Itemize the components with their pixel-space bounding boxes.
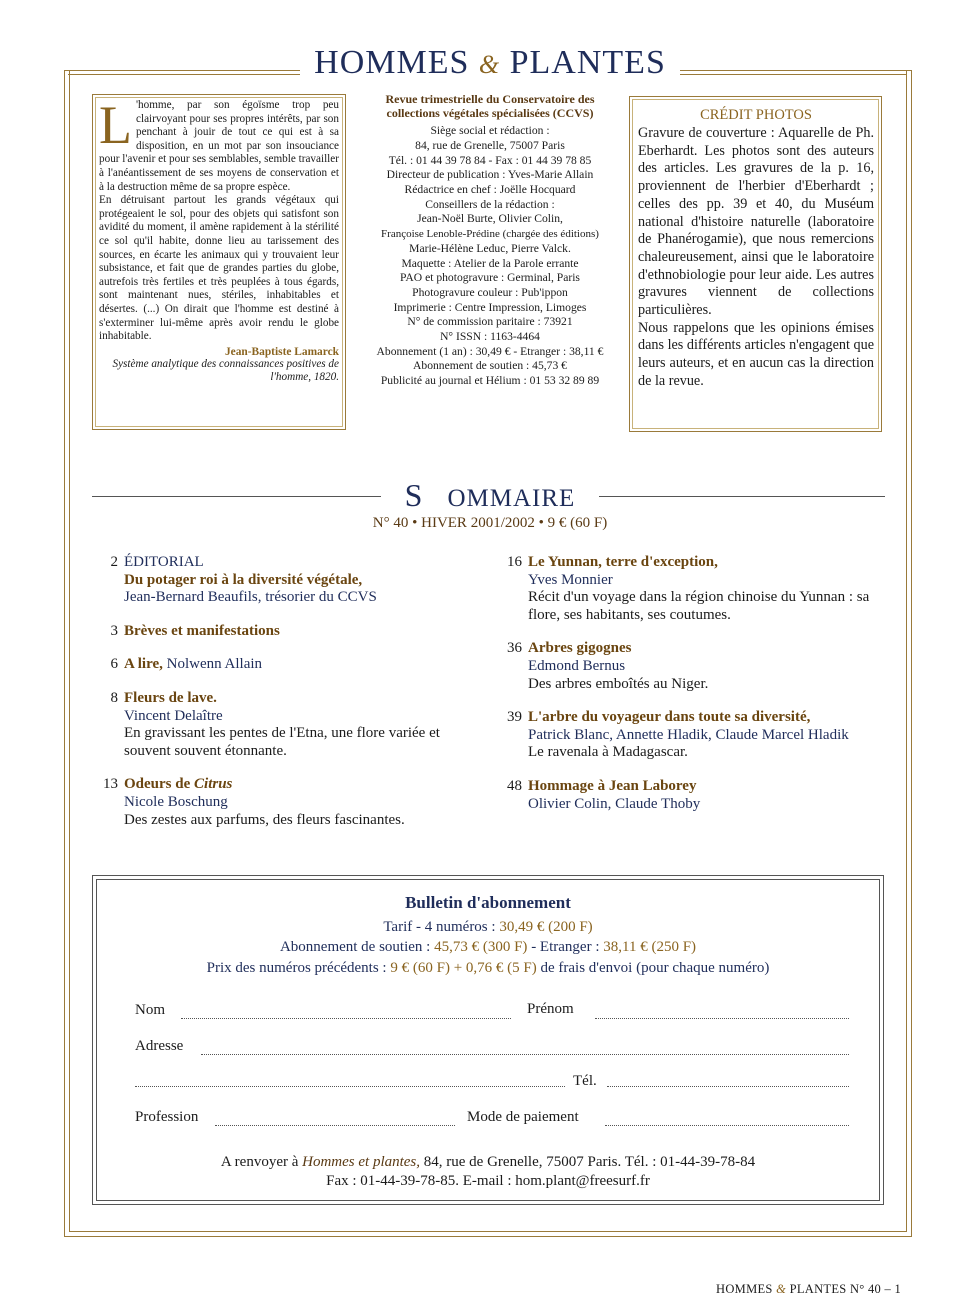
toc-section-label: ÉDITORIAL bbox=[124, 554, 204, 570]
info-line: Françoise Lenoble-Prédine (chargée des éditions) bbox=[381, 228, 599, 241]
toc-title: Brèves et manifestations bbox=[124, 622, 280, 639]
credit-paragraph-2: Nous rappelons que les opinions émises dans les différents articles n'engagent que leurs auteurs, et en aucun cas la direction de la revue. bbox=[638, 319, 874, 389]
toc-entry[interactable] bbox=[492, 640, 872, 693]
info-line: Marie-Hélène Leduc, Pierre Valck. bbox=[409, 241, 571, 255]
subscription-form bbox=[92, 875, 884, 1205]
ampersand: & bbox=[478, 50, 501, 79]
toc-author: Yves Monnier bbox=[528, 571, 613, 588]
toc-description: Des arbres emboîtés au Niger. bbox=[528, 675, 709, 692]
lamarck-quote-box bbox=[92, 94, 346, 430]
profession-field[interactable] bbox=[215, 1125, 455, 1126]
prenom-field[interactable] bbox=[595, 1018, 849, 1019]
toc-title: Du potager roi à la diversité végétale, bbox=[124, 571, 363, 588]
quote-paragraph-1: L 'homme, par son égoïsme trop peu clairvoyant pour ses propres intérêts, par son penchant à jouir de tout ce qui est à sa disposition, en un mot par son insouciance pour l'avenir et pour ses semblables, semble travailler à l'anéantissement de ses moyens de conservation et à la destruction même de sa propre espèce. bbox=[99, 95, 339, 193]
info-line: Maquette : Atelier de la Parole errante bbox=[401, 256, 579, 270]
info-line: Abonnement (1 an) : 30,49 € - Etranger : 38,11 € bbox=[376, 344, 604, 358]
toc-left-column bbox=[88, 554, 488, 845]
info-line: Rédactrice en chef : Joëlle Hocquard bbox=[404, 183, 576, 196]
toc-description: En gravissant les pentes de l'Etna, une flore variée et souvent souvent étonnante. bbox=[124, 725, 440, 759]
toc-entry[interactable] bbox=[88, 690, 488, 760]
toc-title: Fleurs de lave. bbox=[124, 689, 217, 706]
info-line: PAO et photogravure : Germinal, Paris bbox=[400, 271, 580, 285]
adresse-field[interactable] bbox=[201, 1054, 849, 1055]
info-line: Abonnement de soutien : 45,73 € bbox=[413, 359, 567, 373]
adresse-field-line-2[interactable] bbox=[135, 1086, 565, 1087]
masthead-title: HOMMES & PLANTES bbox=[0, 44, 980, 82]
info-line: Photogravure couleur : Pub'ippon bbox=[412, 285, 568, 299]
tel-label: Tél. bbox=[573, 1073, 597, 1089]
toc-author: Vincent Delaître bbox=[124, 707, 223, 724]
credit-title: CRÉDIT PHOTOS bbox=[700, 107, 812, 123]
toc-description: Récit d'un voyage dans la région chinoise du Yunnan : sa flore, ses habitants, ses coutumes. bbox=[528, 589, 870, 623]
prenom-label: Prénom bbox=[527, 1001, 574, 1017]
quote-paragraph-2: En détruisant partout les grands végétaux qui protégeaient le sol, pour des objets qui satisfont son avidité du moment, il amène rapidement à la stérilité ce sol qu'il habite, donne lieu au tarissement des sources, en écarte les animaux qui y trouvaient leur subsistance, et fait que de grandes parties du globe, autrefois très fertiles et très peuplées à tous égards, sont maintenant nues, stériles, inhabitables et désertes. (...) On dirait que l'homme est destiné à s'exterminer lui-même après avoir rendu le globe inhabitable. bbox=[99, 194, 339, 343]
toc-author: Olivier Colin, Claude Thoby bbox=[528, 795, 701, 812]
toc-entry[interactable] bbox=[492, 554, 872, 624]
issue-info: N° 40 • HIVER 2001/2002 • 9 € (60 F) bbox=[372, 515, 608, 531]
info-line: Directeur de publication : Yves-Marie Allain bbox=[386, 168, 594, 182]
toc-author: Jean-Bernard Beaufils, trésorier du CCVS bbox=[124, 589, 377, 606]
info-line: N° de commission paritaire : 73921 bbox=[407, 315, 573, 329]
toc-title: A lire, bbox=[124, 656, 163, 673]
nom-label: Nom bbox=[135, 1002, 165, 1018]
page-number: 16 bbox=[507, 554, 522, 570]
info-line: Conseillers de la rédaction : bbox=[425, 197, 555, 211]
toc-author: Nicole Boschung bbox=[124, 793, 228, 810]
form-title: Bulletin d'abonnement bbox=[405, 893, 571, 912]
toc-description: Le ravenala à Madagascar. bbox=[528, 744, 688, 761]
tel-field[interactable] bbox=[607, 1086, 849, 1087]
page-number: 3 bbox=[110, 622, 118, 639]
info-line: Imprimerie : Centre Impression, Limoges bbox=[393, 300, 587, 314]
page-number: 13 bbox=[103, 776, 118, 793]
info-line: 84, rue de Grenelle, 75007 Paris bbox=[415, 138, 565, 152]
soutien-line: Abonnement de soutien : 45,73 € (300 F) - Etranger : 38,11 € (250 F) bbox=[279, 939, 697, 955]
toc-title: Le Yunnan, terre d'exception, bbox=[528, 554, 718, 570]
info-line: Tél. : 01 44 39 78 84 - Fax : 01 44 39 78 85 bbox=[388, 153, 592, 167]
paiement-field[interactable] bbox=[605, 1125, 849, 1126]
info-line: Siège social et rédaction : bbox=[430, 124, 550, 138]
toc-description: Des zestes aux parfums, des fleurs fascinantes. bbox=[124, 811, 405, 828]
page-number: 2 bbox=[110, 554, 118, 570]
toc-right-column bbox=[492, 554, 872, 829]
info-line: Jean-Noël Burte, Olivier Colin, bbox=[417, 212, 563, 226]
return-address: A renvoyer à Hommes et plantes, 84, rue de Grenelle, 75007 Paris. Tél. : 01-44-39-78-84 bbox=[220, 1154, 756, 1170]
toc-entry[interactable] bbox=[492, 778, 872, 813]
profession-label: Profession bbox=[135, 1109, 199, 1125]
toc-entry[interactable] bbox=[88, 554, 488, 607]
publication-info bbox=[358, 93, 622, 389]
fax-email-line: Fax : 01-44-39-78-85. E-mail : hom.plant@freesurf.fr bbox=[326, 1173, 650, 1189]
toc-entry[interactable] bbox=[88, 623, 488, 641]
drop-cap: L bbox=[99, 95, 132, 155]
toc-title: Odeurs de Citrus bbox=[124, 776, 233, 793]
page-footer: HOMMES & PLANTES N° 40 – 1 bbox=[716, 1282, 902, 1296]
toc-entry[interactable] bbox=[88, 656, 488, 674]
toc-author: Patrick Blanc, Annette Hladik, Claude Marcel Hladik bbox=[528, 726, 849, 743]
toc-author: Edmond Bernus bbox=[528, 657, 626, 674]
info-line: Publicité au journal et Hélium : 01 53 32 89 89 bbox=[380, 374, 600, 388]
credit-paragraph-1: Gravure de couverture : Aquarelle de Ph. Eberhardt. Les photos sont des auteurs des articles. Les gravures de la p. 16, proviennent de l'herbier d'Eberhardt ; celles des pp. 39 et 40, du Muséum national d'histoire naturelle (laboratoire de Phanérogamie), que nous remercions chaleureusement, ainsi que le laboratoire d'ethnobiologie pour leur aide. Les autres gravures viennent de collections particulières. bbox=[638, 125, 874, 319]
toc-title: Arbres gigognes bbox=[528, 640, 632, 657]
publication-header: Revue trimestrielle du Conservatoire des collections végétales spécialisées (CCVS) bbox=[385, 92, 595, 120]
page-number: 36 bbox=[507, 640, 522, 657]
toc-title: Hommage à Jean Laborey bbox=[528, 777, 697, 794]
toc-author: Nolwenn Allain bbox=[162, 656, 263, 673]
quote-source: Système analytique des connaissances positives de l'homme, 1820. bbox=[112, 357, 339, 383]
sommaire-title: S OMMAIRE bbox=[0, 477, 980, 514]
photo-credits-box bbox=[629, 96, 882, 432]
tarif-line: Tarif - 4 numéros : 30,49 € (200 F) bbox=[383, 919, 593, 935]
page-number: 48 bbox=[507, 777, 522, 794]
nom-field[interactable] bbox=[181, 1018, 511, 1019]
adresse-label: Adresse bbox=[135, 1038, 184, 1054]
quote-author: Jean-Baptiste Lamarck bbox=[224, 345, 339, 358]
info-line: N° ISSN : 1163-4464 bbox=[440, 330, 540, 344]
toc-title: L'arbre du voyageur dans toute sa diversité, bbox=[528, 709, 811, 726]
page-number: 6 bbox=[110, 656, 118, 673]
toc-entry[interactable] bbox=[492, 709, 872, 762]
page-number: 39 bbox=[507, 709, 522, 726]
toc-entry[interactable] bbox=[88, 776, 488, 829]
paiement-label: Mode de paiement bbox=[467, 1109, 579, 1125]
prix-line: Prix des numéros précédents : 9 € (60 F) + 0,76 € (5 F) de frais d'envoi (pour chaque numéro) bbox=[206, 960, 770, 976]
page-number: 8 bbox=[110, 689, 118, 706]
